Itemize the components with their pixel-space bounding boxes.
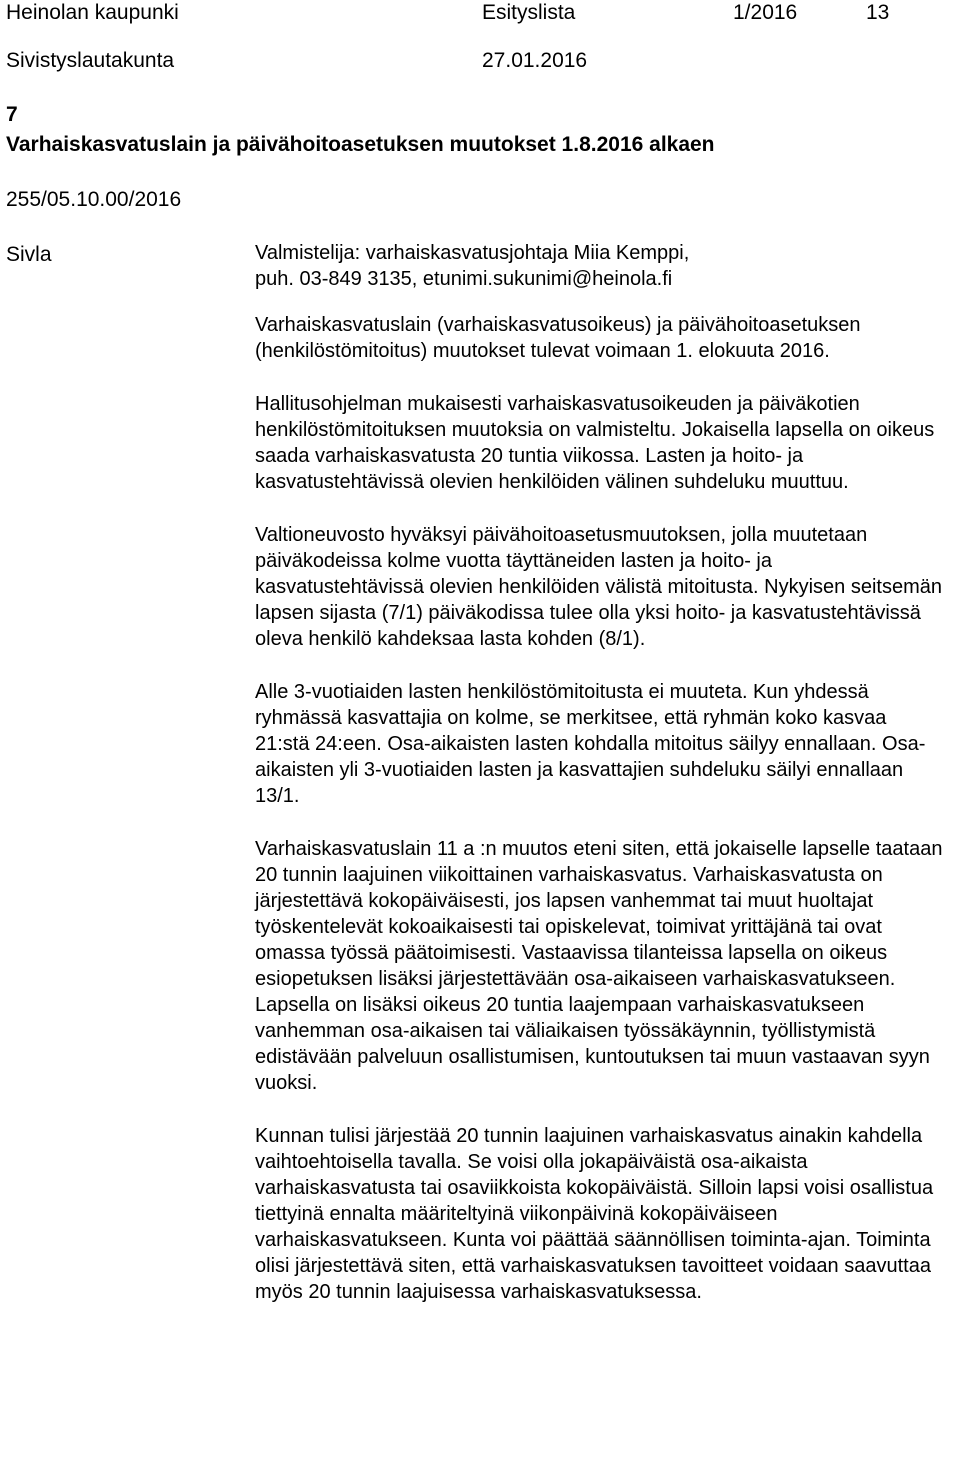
meeting-number: 1/2016 — [733, 1, 798, 24]
paragraph-4: Alle 3-vuotiaiden lasten henkilöstömitoitusta ei muuteta. Kun yhdessä ryhmässä kasvattajia on kolme, se merkitsee, että ryhmän koko kasvaa 21:stä 24:een. Osa-aikaisten lasten kohdalla mitoitus säilyy ennallaan. Osa-aikaisten yli 3-vuotiaiden lasten ja kasvattajien suhdeluku säilyi ennallaan 13/1. — [255, 681, 926, 807]
committee-abbreviation: Sivla — [6, 243, 52, 266]
page-number: 13 — [866, 1, 890, 24]
paragraph-6: Kunnan tulisi järjestää 20 tunnin laajuinen varhaiskasvatus ainakin kahdella vaihtoehtoisella tavalla. Se voisi olla jokapäiväistä osa-aikaista varhaiskasvatusta tai osaviikkoista kokopäiväistä. Silloin lapsi voisi osallistua tiettyinä ennalta määriteltyinä viikonpäivinä kokopäiväiseen varhaiskasvatukseen. Kunta voi päättää säännöllisen toiminta-ajan. Toiminta olisi järjestettävä siten, että varhaiskasvatuksen tavoitteet voidaan saavuttaa myös 20 tunnin laajuisessa varhaiskasvatuksessa. — [255, 1125, 934, 1303]
page-header — [0, 0, 960, 80]
committee-name: Sivistyslautakunta — [6, 49, 175, 72]
paragraph-2: Hallitusohjelman mukaisesti varhaiskasvatusoikeuden ja päiväkotien henkilöstömitoituksen muutoksia on valmisteltu. Jokaisella lapsella on oikeus saada varhaiskasvatusta 20 tuntia viikossa. Lasten ja hoito- ja kasvatustehtävissä olevien henkilöiden välinen suhdeluku muuttuu. — [255, 393, 935, 493]
item-title: Varhaiskasvatuslain ja päivähoitoasetuksen muutokset 1.8.2016 alkaen — [6, 133, 715, 156]
paragraph-3: Valtioneuvosto hyväksyi päivähoitoasetusmuutoksen, jolla muutetaan päiväkodeissa kolme vuotta täyttäneiden lasten ja hoito- ja kasvatustehtävissä olevien henkilöiden välistä mitoitusta. Nykyisen seitsemän lapsen sijasta (7/1) päiväkodissa tulee olla yksi hoito- ja kasvatustehtävissä oleva henkilö kahdeksaa lasta kohden (8/1). — [255, 524, 943, 650]
preparer-line-1: Valmistelija: varhaiskasvatusjohtaja Miia Kemppi, — [255, 242, 690, 264]
preparer-line-2: puh. 03-849 3135, etunimi.sukunimi@heinola.fi — [255, 268, 673, 290]
document-type: Esityslista — [482, 1, 576, 24]
paragraph-1: Varhaiskasvatuslain (varhaiskasvatusoikeus) ja päivähoitoasetuksen (henkilöstömitoitus) muutokset tulevat voimaan 1. elokuuta 2016. — [255, 314, 861, 362]
item-body — [255, 240, 945, 1305]
paragraph-5: Varhaiskasvatuslain 11 a :n muutos eteni siten, että jokaiselle lapselle taataan 20 tunnin laajuinen viikoittainen varhaiskasvatus. Varhaiskasvatusta on järjestettävä kokopäiväisesti, jos lapsen vanhemmat tai muut huoltajat työskentelevät kokoaikaisesti tai opiskelevat, toimivat yrittäjänä tai ovat omassa työssä päätoimisesti. Vastaavissa tilanteissa lapsella on oikeus esiopetuksen lisäksi järjestettävään osa-aikaiseen varhaiskasvatukseen. Lapsella on lisäksi oikeus 20 tuntia laajempaan varhaiskasvatukseen vanhemman osa-aikaisen tai väliaikaisen työssäkäynnin, työllistymistä edistävään palveluun osallistumisen, kuntoutuksen tai muun vastaavan syyn vuoksi. — [255, 838, 943, 1094]
preparer-info — [255, 240, 945, 292]
item-number: 7 — [6, 103, 18, 126]
record-number: 255/05.10.00/2016 — [6, 188, 182, 211]
organization-name: Heinolan kaupunki — [6, 1, 179, 24]
meeting-date: 27.01.2016 — [482, 49, 588, 72]
